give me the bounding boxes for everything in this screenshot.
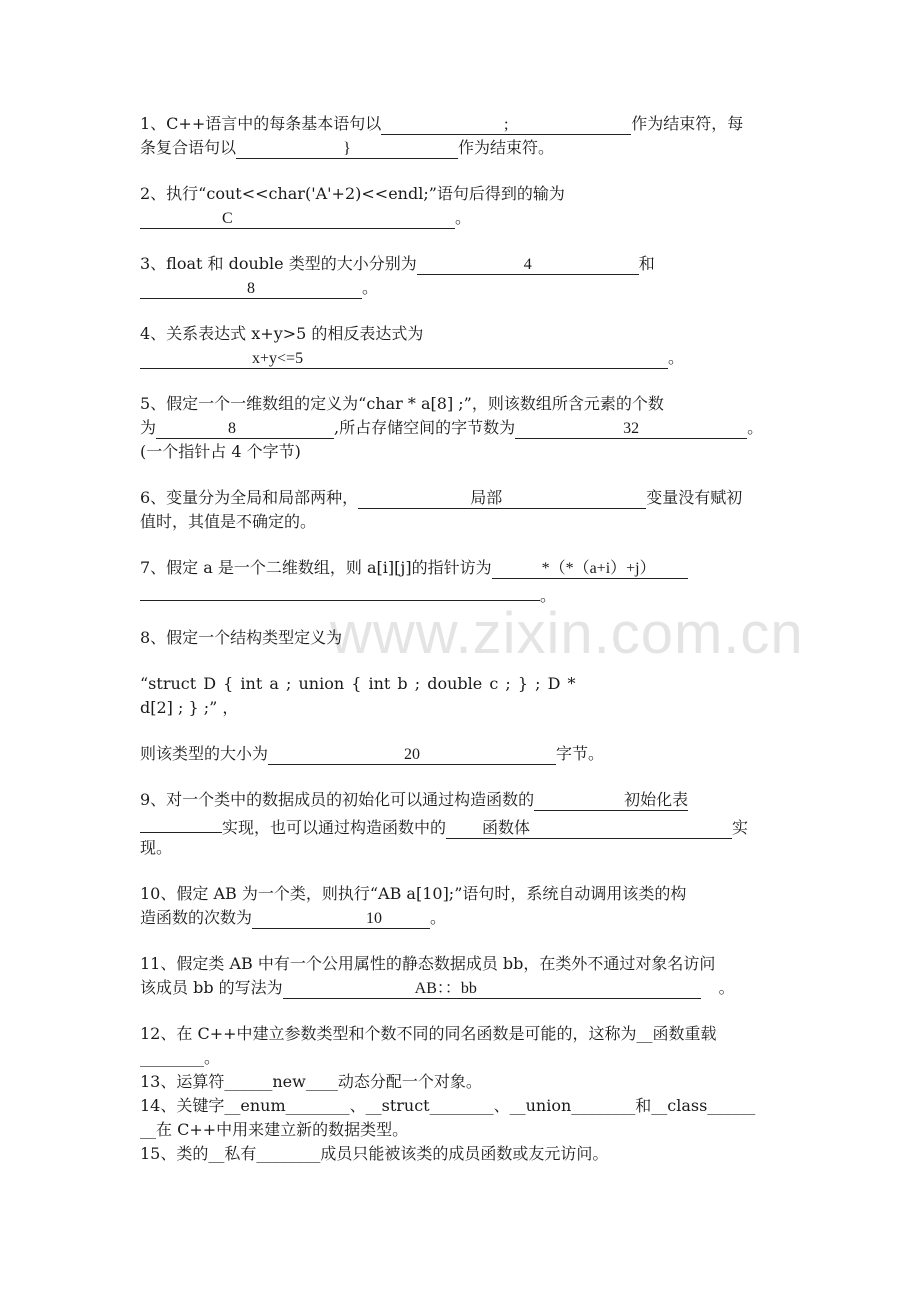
q7-text-a: 7、假定 a 是一个二维数组，则 a[i][j]的指针访为 xyxy=(140,558,492,577)
q11-text-c: 。 xyxy=(718,978,735,997)
q3-text-c: 。 xyxy=(362,278,379,297)
q4-text-a: 4、关系表达式 x+y>5 的相反表达式为 xyxy=(140,324,424,343)
q10-text-c: 。 xyxy=(430,908,447,927)
q5-text-c: ,所占存储空间的字节数为 xyxy=(334,418,516,437)
q2-text-a: 2、执行“cout<<char('A'+2)<<endl;”语句后得到的输为 xyxy=(140,184,565,203)
q7-text-b: 。 xyxy=(540,586,557,605)
q10-text-a: 10、假定 AB 为一个类，则执行“AB a[10];”语句时，系统自动调用该类的构 xyxy=(140,884,687,903)
q1-text-b: 作为结束符，每 xyxy=(631,114,744,133)
q9-text-b: 实现，也可以通过构造函数中的 xyxy=(222,818,447,837)
q6-text-c: 值时，其值是不确定的。 xyxy=(140,512,317,531)
question-1 xyxy=(140,112,785,160)
q7-blank-continued xyxy=(140,580,540,601)
question-6 xyxy=(140,486,785,534)
q9-text-a: 9、对一个类中的数据成员的初始化可以通过构造函数的 xyxy=(140,790,535,809)
question-3 xyxy=(140,252,785,300)
question-8 xyxy=(140,626,785,650)
q5-text-e: (一个指针占 4 个字节) xyxy=(140,442,301,461)
q5-blank-2: 32 xyxy=(515,418,747,439)
q4-blank: x+y<=5 xyxy=(140,348,668,369)
q3-blank-2: 8 xyxy=(140,278,362,299)
q12-text-b: ________。 xyxy=(140,1048,221,1067)
question-8-answer xyxy=(140,742,785,766)
q5-text-d: 。 xyxy=(747,418,764,437)
question-2 xyxy=(140,182,785,230)
q9-text-d: 现。 xyxy=(140,838,173,857)
q10-blank: 10 xyxy=(252,908,430,929)
q11-text-b: 该成员 bb 的写法为 xyxy=(140,978,283,997)
watermark: www.zixin.com.cn xyxy=(330,601,804,666)
question-15 xyxy=(140,1142,785,1166)
q2-text-b: 。 xyxy=(455,208,472,227)
q8-code-line-1: “struct D { int a ; union { int b ; double c ; } ; D * xyxy=(140,674,576,693)
q11-text-a: 11、假定类 AB 中有一个公用属性的静态数据成员 bb，在类外不通过对象名访问 xyxy=(140,954,716,973)
q9-blank-1-continued xyxy=(140,812,222,833)
question-9 xyxy=(140,788,785,860)
q6-blank: 局部 xyxy=(358,488,646,509)
q12-text-a: 12、在 C++中建立参数类型和个数不同的同名函数是可能的，这称为__函数重载 xyxy=(140,1024,717,1043)
question-5 xyxy=(140,392,785,464)
question-13 xyxy=(140,1070,785,1094)
q3-text-a: 3、float 和 double 类型的大小分别为 xyxy=(140,254,417,273)
q14-text-b: __在 C++中用来建立新的数据类型。 xyxy=(140,1120,409,1139)
q5-text-b: 为 xyxy=(140,418,157,437)
q1-text-c: 条复合语句以 xyxy=(140,138,237,157)
q8-text-e: 字节。 xyxy=(556,744,605,763)
q9-text-c: 实 xyxy=(732,818,749,837)
q13-text-a: 13、运算符______new____动态分配一个对象。 xyxy=(140,1072,482,1091)
question-7 xyxy=(140,556,785,604)
question-14 xyxy=(140,1094,785,1142)
question-10 xyxy=(140,882,785,930)
q8-text-a: 8、假定一个结构类型定义为 xyxy=(140,628,343,647)
q7-blank: *（*（a+i）+j） xyxy=(492,558,688,579)
q10-text-b: 造函数的次数为 xyxy=(140,908,253,927)
q15-text-a: 15、类的__私有________成员只能被该类的成员函数或友元访问。 xyxy=(140,1144,609,1163)
q5-text-a: 5、假定一个一维数组的定义为“char * a[8] ;”，则该数组所含元素的个数 xyxy=(140,394,664,413)
question-4 xyxy=(140,322,785,370)
q5-blank-1: 8 xyxy=(156,418,334,439)
q11-blank: AB：：bb xyxy=(283,978,701,999)
q8-text-d: 则该类型的大小为 xyxy=(140,744,269,763)
q14-text-a: 14、关键字__enum________、__struct________、__union________和__class______ xyxy=(140,1096,756,1115)
question-11 xyxy=(140,952,785,1000)
q3-text-b: 和 xyxy=(638,254,655,273)
q3-blank-1: 4 xyxy=(417,254,639,275)
q9-blank-1: 初始化表 xyxy=(534,790,688,811)
question-12 xyxy=(140,1022,785,1070)
q9-blank-2: 函数体 xyxy=(446,818,732,839)
q2-blank: C xyxy=(140,208,455,229)
q1-text-a: 1、C++语言中的每条基本语句以 xyxy=(140,114,382,133)
question-8-code xyxy=(140,672,785,720)
q6-text-a: 6、变量分为全局和局部两种， xyxy=(140,488,359,507)
q8-blank: 20 xyxy=(268,744,556,765)
q4-text-b: 。 xyxy=(668,348,685,367)
q1-text-d: 作为结束符。 xyxy=(458,138,555,157)
q8-code-line-2: d[2] ; } ;” ， xyxy=(140,698,239,717)
q1-blank-1: ; xyxy=(381,114,631,135)
q6-text-b: 变量没有赋初 xyxy=(646,488,743,507)
q1-blank-2: } xyxy=(236,138,458,159)
